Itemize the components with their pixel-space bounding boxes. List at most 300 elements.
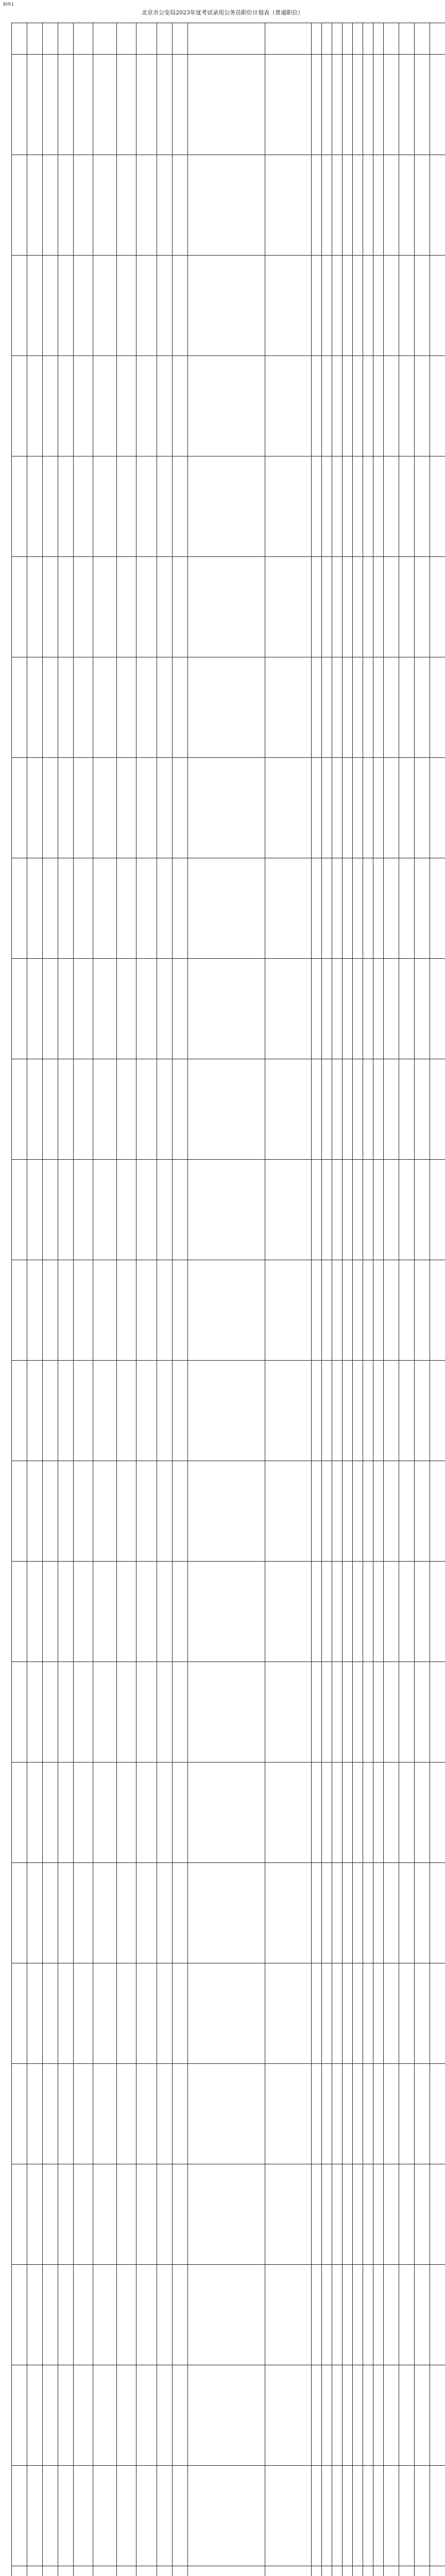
table-cell bbox=[415, 2466, 430, 2566]
table-cell bbox=[384, 557, 399, 657]
table-cell bbox=[173, 657, 188, 758]
table-cell bbox=[322, 1963, 332, 2064]
table-cell bbox=[43, 23, 58, 55]
table-cell bbox=[157, 2566, 173, 2576]
table-cell bbox=[173, 758, 188, 858]
table-row bbox=[12, 1562, 445, 1662]
table-cell bbox=[265, 657, 312, 758]
table-cell bbox=[157, 1361, 173, 1461]
table-cell bbox=[343, 657, 353, 758]
table-cell bbox=[332, 1260, 343, 1361]
table-cell bbox=[117, 858, 136, 959]
table-cell bbox=[27, 1160, 43, 1260]
table-cell bbox=[12, 557, 27, 657]
table-cell bbox=[353, 1662, 363, 1762]
table-cell bbox=[312, 2466, 322, 2566]
table-cell bbox=[430, 2365, 445, 2466]
table-cell bbox=[27, 2265, 43, 2365]
table-cell bbox=[12, 2566, 27, 2576]
table-cell bbox=[373, 1562, 384, 1662]
table-cell bbox=[136, 657, 157, 758]
table-cell bbox=[93, 23, 117, 55]
table-cell bbox=[312, 155, 322, 256]
table-cell bbox=[74, 959, 93, 1059]
table-cell bbox=[12, 2064, 27, 2164]
table-cell bbox=[188, 356, 265, 456]
table-cell bbox=[322, 55, 332, 155]
table-cell bbox=[58, 2064, 74, 2164]
table-cell bbox=[27, 657, 43, 758]
table-cell bbox=[399, 657, 415, 758]
table-cell bbox=[93, 2164, 117, 2265]
table-cell bbox=[399, 1160, 415, 1260]
table-cell bbox=[74, 1762, 93, 1863]
table-cell bbox=[312, 1963, 322, 2064]
table-cell bbox=[173, 858, 188, 959]
table-cell bbox=[415, 657, 430, 758]
table-cell bbox=[265, 1863, 312, 1963]
table-cell bbox=[332, 1662, 343, 1762]
table-cell bbox=[399, 2466, 415, 2566]
table-row bbox=[12, 2365, 445, 2466]
table-cell bbox=[384, 256, 399, 356]
table-cell bbox=[322, 1461, 332, 1562]
table-cell bbox=[58, 2365, 74, 2466]
table-cell bbox=[373, 657, 384, 758]
table-cell bbox=[27, 1059, 43, 1160]
table-cell bbox=[399, 959, 415, 1059]
table-row bbox=[12, 758, 445, 858]
table-cell bbox=[93, 256, 117, 356]
table-cell bbox=[117, 1461, 136, 1562]
table-row bbox=[12, 959, 445, 1059]
table-cell bbox=[332, 2265, 343, 2365]
table-cell bbox=[399, 2365, 415, 2466]
table-cell bbox=[27, 2566, 43, 2576]
table-row bbox=[12, 1361, 445, 1461]
table-cell bbox=[117, 1762, 136, 1863]
table-cell bbox=[332, 356, 343, 456]
table-cell bbox=[363, 1160, 373, 1260]
table-cell bbox=[93, 2265, 117, 2365]
table-cell bbox=[363, 1361, 373, 1461]
table-cell bbox=[12, 1361, 27, 1461]
table-cell bbox=[415, 1361, 430, 1461]
table-cell bbox=[58, 2164, 74, 2265]
table-cell bbox=[265, 1260, 312, 1361]
table-cell bbox=[415, 1562, 430, 1662]
table-cell bbox=[343, 55, 353, 155]
table-cell bbox=[415, 2164, 430, 2265]
table-cell bbox=[373, 55, 384, 155]
table-cell bbox=[43, 2365, 58, 2466]
table-cell bbox=[332, 1361, 343, 1461]
table-cell bbox=[353, 1461, 363, 1562]
table-cell bbox=[430, 2566, 445, 2576]
table-cell bbox=[43, 557, 58, 657]
table-cell bbox=[136, 2265, 157, 2365]
table-cell bbox=[173, 2265, 188, 2365]
table-cell bbox=[58, 2265, 74, 2365]
table-cell bbox=[343, 356, 353, 456]
table-cell bbox=[430, 1361, 445, 1461]
table-cell bbox=[373, 758, 384, 858]
table-cell bbox=[322, 1562, 332, 1662]
table-cell bbox=[353, 1863, 363, 1963]
table-cell bbox=[136, 1461, 157, 1562]
table-cell bbox=[188, 2164, 265, 2265]
table-cell bbox=[12, 1762, 27, 1863]
table-cell bbox=[384, 2566, 399, 2576]
table-cell bbox=[157, 23, 173, 55]
table-cell bbox=[136, 456, 157, 557]
table-row bbox=[12, 557, 445, 657]
table-cell bbox=[157, 1963, 173, 2064]
table-cell bbox=[322, 959, 332, 1059]
table-cell bbox=[332, 1059, 343, 1160]
table-cell bbox=[373, 155, 384, 256]
table-cell bbox=[43, 657, 58, 758]
table-cell bbox=[188, 456, 265, 557]
table-cell bbox=[117, 557, 136, 657]
table-cell bbox=[399, 256, 415, 356]
table-cell bbox=[173, 456, 188, 557]
table-cell bbox=[173, 1562, 188, 1662]
table-cell bbox=[27, 557, 43, 657]
table-cell bbox=[399, 557, 415, 657]
table-cell bbox=[430, 1863, 445, 1963]
table-cell bbox=[58, 1562, 74, 1662]
table-cell bbox=[322, 2566, 332, 2576]
table-cell bbox=[188, 1863, 265, 1963]
table-cell bbox=[58, 1461, 74, 1562]
table-cell bbox=[188, 1361, 265, 1461]
table-cell bbox=[58, 356, 74, 456]
table-cell bbox=[93, 858, 117, 959]
table-cell bbox=[117, 2566, 136, 2576]
table-cell bbox=[322, 356, 332, 456]
table-cell bbox=[353, 959, 363, 1059]
table-cell bbox=[373, 2064, 384, 2164]
table-cell bbox=[117, 1863, 136, 1963]
table-cell bbox=[430, 557, 445, 657]
table-cell bbox=[12, 758, 27, 858]
table-cell bbox=[415, 1662, 430, 1762]
table-cell bbox=[312, 1863, 322, 1963]
table-cell bbox=[363, 1762, 373, 1863]
table-cell bbox=[430, 657, 445, 758]
table-cell bbox=[343, 155, 353, 256]
table-cell bbox=[312, 456, 322, 557]
table-cell bbox=[136, 2365, 157, 2466]
table-cell bbox=[343, 1461, 353, 1562]
table-cell bbox=[332, 1461, 343, 1562]
table-cell bbox=[265, 1059, 312, 1160]
table-cell bbox=[312, 1662, 322, 1762]
table-cell bbox=[265, 1963, 312, 2064]
table-cell bbox=[415, 959, 430, 1059]
table-cell bbox=[399, 2164, 415, 2265]
table-cell bbox=[43, 758, 58, 858]
table-cell bbox=[58, 1863, 74, 1963]
table-cell bbox=[27, 1260, 43, 1361]
table-cell bbox=[93, 2566, 117, 2576]
table-cell bbox=[27, 1461, 43, 1562]
table-cell bbox=[373, 557, 384, 657]
table-cell bbox=[384, 1762, 399, 1863]
table-cell bbox=[173, 155, 188, 256]
table-cell bbox=[332, 1160, 343, 1260]
table-cell bbox=[384, 356, 399, 456]
table-cell bbox=[58, 55, 74, 155]
table-cell bbox=[188, 1662, 265, 1762]
table-row bbox=[12, 1160, 445, 1260]
table-cell bbox=[415, 456, 430, 557]
table-cell bbox=[384, 1662, 399, 1762]
table-cell bbox=[343, 2265, 353, 2365]
table-cell bbox=[415, 2566, 430, 2576]
table-cell bbox=[312, 557, 322, 657]
table-cell bbox=[415, 2265, 430, 2365]
table-cell bbox=[332, 155, 343, 256]
table-cell bbox=[312, 2265, 322, 2365]
table-cell bbox=[93, 1562, 117, 1662]
table-cell bbox=[265, 2365, 312, 2466]
table-cell bbox=[117, 1260, 136, 1361]
table-cell bbox=[74, 1662, 93, 1762]
table-cell bbox=[27, 155, 43, 256]
table-cell bbox=[136, 1963, 157, 2064]
table-cell bbox=[188, 657, 265, 758]
table-cell bbox=[117, 356, 136, 456]
table-cell bbox=[188, 2064, 265, 2164]
table-cell bbox=[12, 657, 27, 758]
table-cell bbox=[12, 1160, 27, 1260]
table-cell bbox=[430, 1461, 445, 1562]
table-cell bbox=[27, 1361, 43, 1461]
table-cell bbox=[363, 858, 373, 959]
table-cell bbox=[430, 1762, 445, 1863]
table-cell bbox=[74, 858, 93, 959]
table-cell bbox=[157, 155, 173, 256]
table-cell bbox=[188, 1260, 265, 1361]
table-cell bbox=[384, 23, 399, 55]
page-title: 北京市公安局2023年度考试录用公务员职位计划表（普通职位） bbox=[142, 9, 303, 16]
table-cell bbox=[312, 657, 322, 758]
table-header-row bbox=[12, 23, 445, 55]
table-cell bbox=[117, 657, 136, 758]
table-cell bbox=[58, 256, 74, 356]
table-cell bbox=[173, 1361, 188, 1461]
table-cell bbox=[373, 1461, 384, 1562]
table-cell bbox=[430, 1059, 445, 1160]
table-cell bbox=[157, 1059, 173, 1160]
table-cell bbox=[43, 1762, 58, 1863]
table-cell bbox=[399, 1260, 415, 1361]
table-cell bbox=[188, 55, 265, 155]
table-cell bbox=[363, 2566, 373, 2576]
table-cell bbox=[363, 1461, 373, 1562]
table-cell bbox=[93, 356, 117, 456]
table-cell bbox=[173, 1160, 188, 1260]
table-cell bbox=[399, 1762, 415, 1863]
table-cell bbox=[27, 1662, 43, 1762]
position-table bbox=[11, 23, 445, 2576]
table-cell bbox=[117, 1160, 136, 1260]
table-cell bbox=[27, 256, 43, 356]
table-cell bbox=[157, 1662, 173, 1762]
table-cell bbox=[265, 2466, 312, 2566]
table-cell bbox=[332, 2365, 343, 2466]
table-cell bbox=[74, 2164, 93, 2265]
table-cell bbox=[363, 2164, 373, 2265]
table-cell bbox=[173, 2064, 188, 2164]
table-cell bbox=[363, 1059, 373, 1160]
table-cell bbox=[265, 1562, 312, 1662]
table-cell bbox=[353, 758, 363, 858]
table-cell bbox=[93, 2064, 117, 2164]
table-cell bbox=[43, 1963, 58, 2064]
table-cell bbox=[157, 758, 173, 858]
table-cell bbox=[12, 1863, 27, 1963]
table-cell bbox=[265, 557, 312, 657]
table-cell bbox=[363, 55, 373, 155]
table-cell bbox=[58, 959, 74, 1059]
table-cell bbox=[157, 256, 173, 356]
table-cell bbox=[384, 55, 399, 155]
table-cell bbox=[343, 2164, 353, 2265]
table-cell bbox=[93, 1160, 117, 1260]
table-cell bbox=[136, 256, 157, 356]
table-cell bbox=[322, 1160, 332, 1260]
table-cell bbox=[74, 23, 93, 55]
table-cell bbox=[384, 959, 399, 1059]
table-cell bbox=[136, 1260, 157, 1361]
table-cell bbox=[322, 1059, 332, 1160]
table-cell bbox=[265, 356, 312, 456]
table-cell bbox=[93, 1059, 117, 1160]
table-cell bbox=[173, 2365, 188, 2466]
table-cell bbox=[12, 1562, 27, 1662]
table-row bbox=[12, 2064, 445, 2164]
table-cell bbox=[399, 456, 415, 557]
table-cell bbox=[58, 456, 74, 557]
table-cell bbox=[173, 1762, 188, 1863]
table-cell bbox=[117, 55, 136, 155]
table-cell bbox=[343, 1762, 353, 1863]
table-cell bbox=[43, 959, 58, 1059]
table-cell bbox=[312, 1059, 322, 1160]
table-cell bbox=[415, 2365, 430, 2466]
table-cell bbox=[343, 2064, 353, 2164]
table-cell bbox=[74, 155, 93, 256]
table-cell bbox=[27, 23, 43, 55]
table-cell bbox=[117, 758, 136, 858]
table-row bbox=[12, 1461, 445, 1562]
table-cell bbox=[312, 959, 322, 1059]
table-cell bbox=[353, 2466, 363, 2566]
table-cell bbox=[265, 2064, 312, 2164]
table-cell bbox=[399, 55, 415, 155]
table-cell bbox=[353, 23, 363, 55]
table-cell bbox=[188, 557, 265, 657]
table-cell bbox=[322, 456, 332, 557]
table-cell bbox=[74, 456, 93, 557]
table-cell bbox=[399, 356, 415, 456]
table-cell bbox=[117, 1662, 136, 1762]
table-cell bbox=[27, 1963, 43, 2064]
table-cell bbox=[353, 1059, 363, 1160]
table-cell bbox=[353, 1260, 363, 1361]
table-cell bbox=[93, 2365, 117, 2466]
table-cell bbox=[363, 1260, 373, 1361]
table-cell bbox=[117, 1059, 136, 1160]
table-cell bbox=[312, 256, 322, 356]
table-row bbox=[12, 155, 445, 256]
table-cell bbox=[265, 2265, 312, 2365]
table-cell bbox=[322, 23, 332, 55]
table-cell bbox=[93, 1863, 117, 1963]
table-cell bbox=[353, 1562, 363, 1662]
table-cell bbox=[312, 1160, 322, 1260]
table-cell bbox=[373, 1963, 384, 2064]
table-cell bbox=[353, 1762, 363, 1863]
table-cell bbox=[430, 1562, 445, 1662]
table-cell bbox=[188, 256, 265, 356]
table-cell bbox=[265, 55, 312, 155]
table-cell bbox=[58, 1762, 74, 1863]
table-cell bbox=[12, 2164, 27, 2265]
table-cell bbox=[363, 959, 373, 1059]
table-cell bbox=[74, 1160, 93, 1260]
table-cell bbox=[74, 1361, 93, 1461]
table-cell bbox=[43, 2566, 58, 2576]
table-cell bbox=[43, 1461, 58, 1562]
table-cell bbox=[322, 657, 332, 758]
table-cell bbox=[136, 2466, 157, 2566]
table-cell bbox=[265, 256, 312, 356]
table-cell bbox=[332, 2164, 343, 2265]
table-cell bbox=[312, 1461, 322, 1562]
table-cell bbox=[430, 256, 445, 356]
table-cell bbox=[12, 1260, 27, 1361]
table-cell bbox=[332, 758, 343, 858]
table-cell bbox=[74, 2566, 93, 2576]
table-cell bbox=[188, 1562, 265, 1662]
table-cell bbox=[373, 2265, 384, 2365]
table-cell bbox=[265, 858, 312, 959]
table-cell bbox=[93, 1260, 117, 1361]
table-cell bbox=[173, 55, 188, 155]
table-cell bbox=[384, 1059, 399, 1160]
table-cell bbox=[343, 1863, 353, 1963]
table-cell bbox=[265, 23, 312, 55]
table-cell bbox=[399, 1461, 415, 1562]
table-cell bbox=[322, 1260, 332, 1361]
table-cell bbox=[136, 1662, 157, 1762]
table-cell bbox=[265, 1662, 312, 1762]
table-cell bbox=[384, 1963, 399, 2064]
table-cell bbox=[93, 557, 117, 657]
table-cell bbox=[27, 758, 43, 858]
table-cell bbox=[373, 256, 384, 356]
table-cell bbox=[27, 1562, 43, 1662]
table-cell bbox=[12, 2265, 27, 2365]
table-cell bbox=[430, 1160, 445, 1260]
table-cell bbox=[173, 2164, 188, 2265]
table-cell bbox=[373, 456, 384, 557]
table-cell bbox=[265, 1762, 312, 1863]
